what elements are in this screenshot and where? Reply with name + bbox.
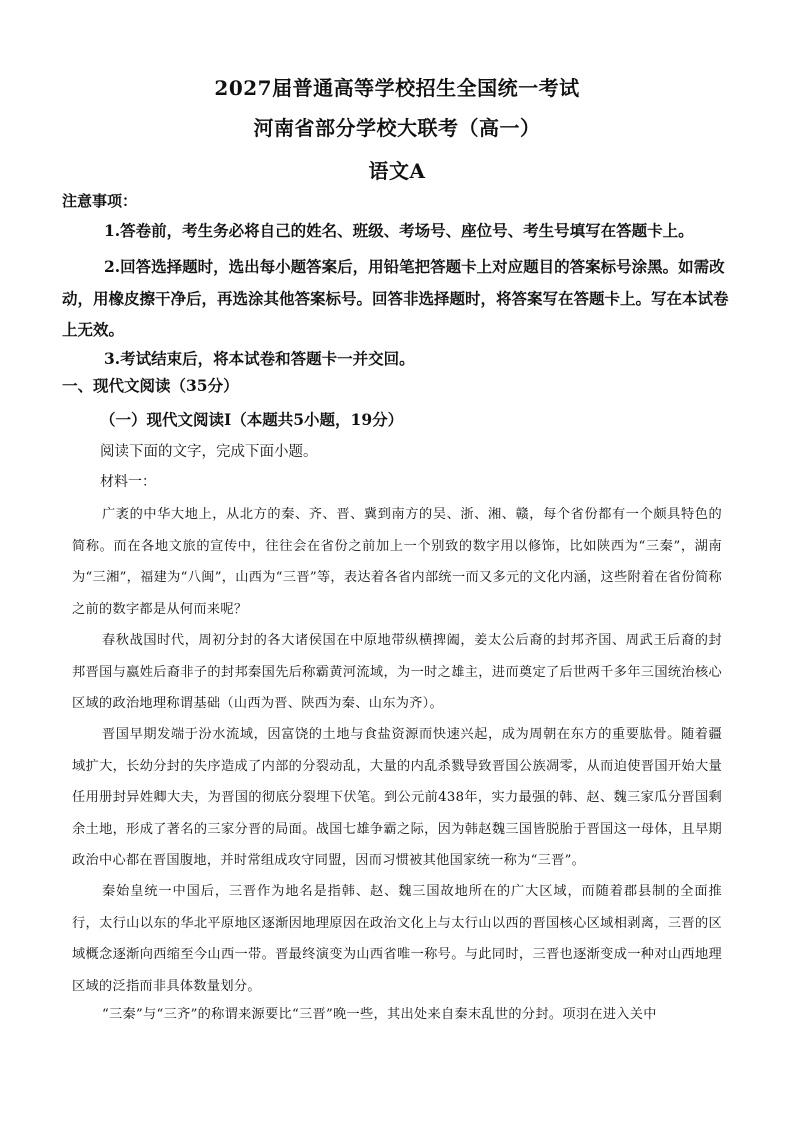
- section-heading: 一、现代文阅读（35分）: [62, 376, 239, 395]
- exam-subtitle: 河南省部分学校大联考（高一）: [253, 116, 541, 140]
- material-paragraph: 春秋战国时代，周初分封的各大诸侯国在中原地带纵横捭阖，姜太公后裔的封邦齐国、周武王后裔的封邦晋国与嬴姓后裔非子的封邦秦国先后称霸黄河流域，为一时之雄主，进而奠定了后世两千多年三国统治核心区域的政治地理称谓基础（山西为晋、陕西为秦、山东为齐）。: [72, 633, 722, 711]
- reading-instruction: 阅读下面的文字，完成下面小题。: [100, 444, 318, 460]
- material-paragraph: 晋国早期发端于汾水流域，因富饶的土地与食盐资源而快速兴起，成为周朝在东方的重要肱骨。随着疆域扩大，长幼分封的失序造成了内部的分裂动乱，大量的内乱杀戮导致晋国公族凋零，从而迫使晋国开始大量任用册封异姓卿大夫，为晋国的彻底分裂埋下伏笔。到公元前438年，实力最强的韩、赵、魏三家瓜分晋国剩余土地，形成了著名的三家分晋的局面。战国七雄争霸之际，因为韩赵魏三国皆脱胎于晋国这一母体，且早期政治中心都在晋国腹地，并时常组成攻守同盟，因而习惯被其他国家统一称为“三晋”。: [72, 727, 722, 868]
- notice-item-1: 1.答卷前，考生务必将自己的姓名、班级、考场号、座位号、考生号填写在答题卡上。: [104, 221, 694, 240]
- material-paragraph: 秦始皇统一中国后，三晋作为地名是指韩、赵、魏三国故地所在的广大区域，而随着郡县制的全面推行，太行山以东的华北平原地区逐渐因地理原因在政治文化上与太行山以西的晋国核心区域相剥离，三晋的区域概念逐渐向西缩至今山西一带。晋最终演变为山西省唯一称号。与此同时，三晋也逐渐变成一种对山西地理区域的泛指而非具体数量划分。: [72, 884, 722, 994]
- notice-item-3: 3.考试结束后，将本试卷和答题卡一并交回。: [104, 349, 415, 368]
- notice-item-2: 2.回答选择题时，选出每小题答案后，用铅笔把答题卡上对应题目的答案标号涂黑。如需改动，用橡皮擦干净后，再选涂其他答案标号。回答非选择题时，将答案写在答题卡上。写在本试卷上无效。: [62, 257, 729, 339]
- material-paragraph: 广袤的中华大地上，从北方的秦、齐、晋、冀到南方的吴、浙、湘、赣，每个省份都有一个颇具特色的简称。而在各地文旅的宣传中，往往会在省份之前加上一个别致的数字用以修饰，比如陕西为“三秦”，湖南为“三湘”，福建为“八闽”，山西为“三晋”等，表达着各省内部统一而又多元的文化内涵，这些附着在省份简称之前的数字都是从何而来呢？: [72, 507, 722, 617]
- subsection-heading: （一）现代文阅读Ⅰ（本题共5小题，19分）: [100, 410, 404, 429]
- notice-heading: 注意事项：: [62, 192, 138, 210]
- exam-title: 2027届普通高等学校招生全国统一考试: [214, 76, 580, 100]
- material-label: 材料一：: [100, 474, 156, 490]
- subject-title: 语文A: [368, 159, 426, 183]
- material-paragraph: “三秦”与“三齐”的称谓来源要比“三晋”晚一些，其出处来自秦末乱世的分封。项羽在进入关中: [102, 1007, 657, 1022]
